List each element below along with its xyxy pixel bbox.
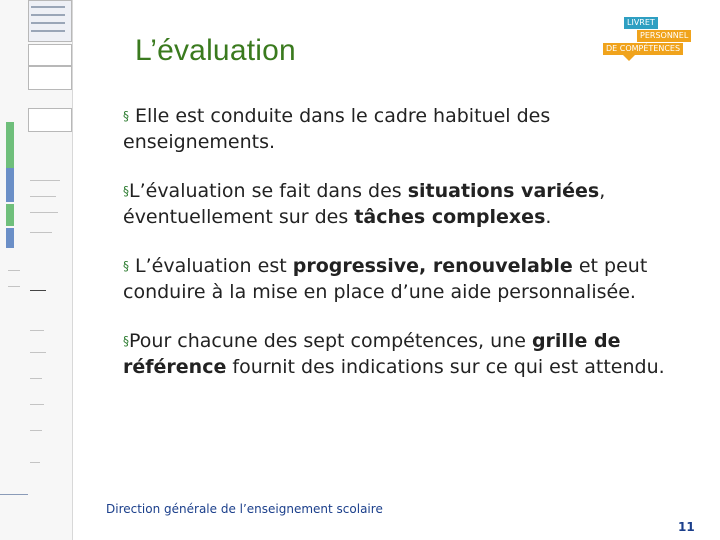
- bullet-paragraph: [123, 253, 683, 305]
- thumbnail-line: [31, 22, 65, 24]
- thumbnail-text-line: [30, 196, 56, 197]
- bullet-text-bold: tâches complexes: [354, 206, 546, 228]
- logo-line-personnel: PERSONNEL: [637, 30, 691, 42]
- thumbnail-line: [31, 6, 65, 8]
- bullet-paragraph: [123, 103, 683, 155]
- thumbnail-text-line: [30, 330, 44, 331]
- bullet-icon: §: [123, 109, 129, 123]
- bullet-icon: §: [123, 184, 129, 198]
- thumbnail-text-line: [30, 212, 58, 213]
- livret-logo: [603, 17, 689, 61]
- thumbnail-line: [31, 14, 65, 16]
- bullet-text-bold: grille de référence: [123, 330, 621, 378]
- thumbnail-text-line: [30, 404, 44, 405]
- thumbnail-text-line: [30, 462, 40, 463]
- thumbnail-green-bar: [6, 204, 14, 226]
- thumbnail-box: [28, 66, 72, 90]
- slide-body: [123, 103, 683, 403]
- bullet-text: .: [545, 206, 552, 228]
- bullet-icon: §: [123, 259, 129, 273]
- slide-title: L’évaluation: [135, 34, 296, 67]
- thumbnail-text-line: [30, 430, 42, 431]
- thumbnail-blue-bar: [6, 168, 14, 202]
- logo-line-competences: DE COMPÉTENCES: [603, 43, 683, 55]
- bullet-text: fournit des indications sur ce qui est attendu.: [226, 356, 665, 378]
- thumbnail-green-bar: [6, 122, 14, 168]
- thumbnail-text-line: [30, 352, 46, 353]
- thumbnail-blue-bar: [6, 228, 14, 248]
- bullet-text: Pour chacune des sept compétences, une: [129, 330, 532, 352]
- logo-line-livret: LIVRET: [624, 17, 658, 29]
- bullet-text: , éventuellement sur des: [123, 180, 606, 228]
- bullet-paragraph: [123, 178, 683, 230]
- page-number: 11: [678, 520, 695, 534]
- thumbnail-text-line: [0, 494, 28, 495]
- thumbnail-text-line: [30, 180, 60, 181]
- logo-pointer-icon: [623, 55, 635, 61]
- thumbnail-text-line: [30, 290, 46, 291]
- thumbnail-text-line: [8, 286, 20, 287]
- thumbnail-box: [28, 108, 72, 132]
- thumbnail-text-line: [30, 232, 52, 233]
- bullet-text: et peut conduire à la mise en place d’une aide personnalisée.: [123, 255, 648, 303]
- thumbnail-line: [31, 30, 65, 32]
- booklet-thumbnail-strip: [0, 0, 73, 540]
- bullet-icon: §: [123, 334, 129, 348]
- bullet-text: L’évaluation se fait dans des: [129, 180, 408, 202]
- bullet-text-bold: progressive, renouvelable: [292, 255, 573, 277]
- bullet-text-bold: situations variées: [407, 180, 600, 202]
- footer-text: Direction générale de l’enseignement scolaire: [106, 502, 383, 516]
- thumbnail-box: [28, 44, 72, 66]
- bullet-paragraph: [123, 328, 683, 380]
- thumbnail-text-line: [8, 270, 20, 271]
- bullet-text: Elle est conduite dans le cadre habituel des enseignements.: [123, 105, 551, 153]
- thumbnail-text-line: [30, 378, 42, 379]
- bullet-text: L’évaluation est: [129, 255, 293, 277]
